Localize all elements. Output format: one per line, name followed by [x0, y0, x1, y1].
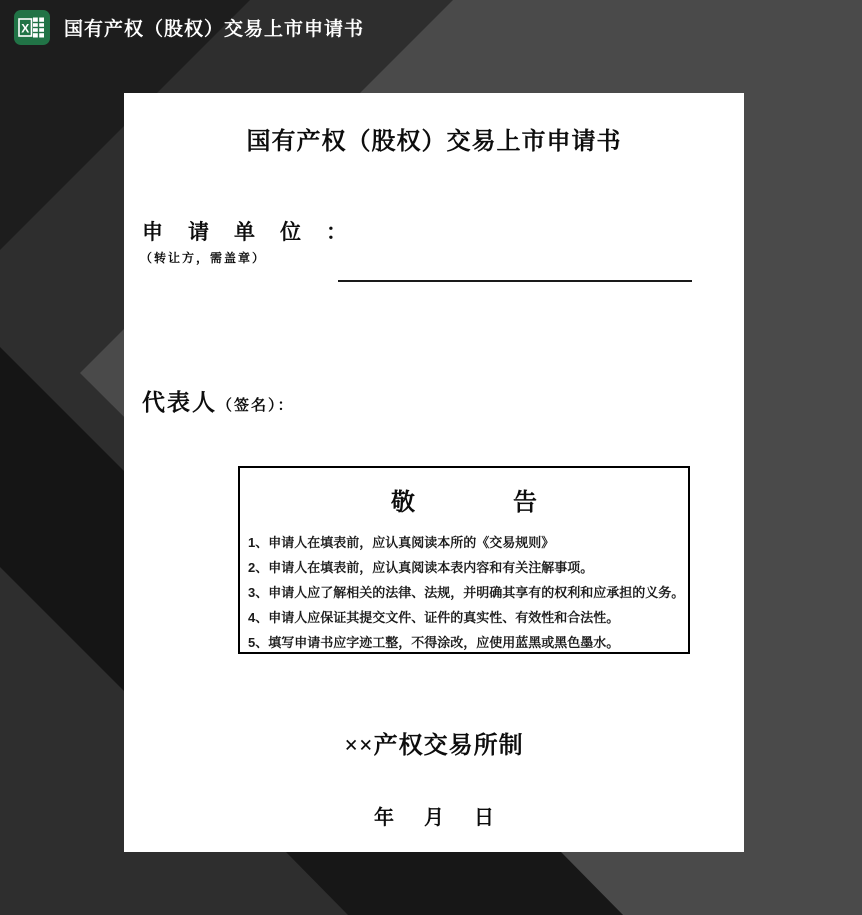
- app-header: [14, 10, 364, 45]
- notice-item: 3、申请人应了解相关的法律、法规，并明确其享有的权利和应承担的义务。: [248, 585, 685, 600]
- representative-row: [142, 384, 295, 417]
- document-title: 国有产权（股权）交易上市申请书: [246, 129, 622, 155]
- svg-text:X: X: [21, 21, 30, 36]
- excel-icon: [14, 10, 50, 45]
- applicant-unit-label: 申请单位：: [142, 220, 372, 244]
- representative-label: 代表人: [142, 390, 217, 415]
- notice-item: 1、申请人在填表前，应认真阅读本所的《交易规则》: [248, 535, 555, 550]
- notice-item: 2、申请人在填表前，应认真阅读本表内容和有关注解事项。: [248, 560, 594, 575]
- representative-note: （签名）：: [217, 398, 295, 414]
- notice-list: [248, 530, 685, 655]
- notice-item: 5、填写申请书应字迹工整，不得涂改，应使用蓝黑或黑色墨水。: [248, 635, 620, 650]
- app-title: 国有产权（股权）交易上市申请书: [64, 19, 365, 40]
- issuer-line: ××产权交易所制: [344, 733, 524, 759]
- notice-title: 敬告: [391, 490, 635, 516]
- notice-box: [238, 466, 690, 654]
- applicant-fill-in-line: [338, 280, 692, 282]
- applicant-unit-note: （转让方，需盖章）: [140, 251, 267, 265]
- notice-item: 4、申请人应保证其提交文件、证件的真实性、有效性和合法性。: [248, 610, 620, 625]
- document-page: [124, 93, 744, 852]
- date-line: 年 月 日: [374, 807, 499, 829]
